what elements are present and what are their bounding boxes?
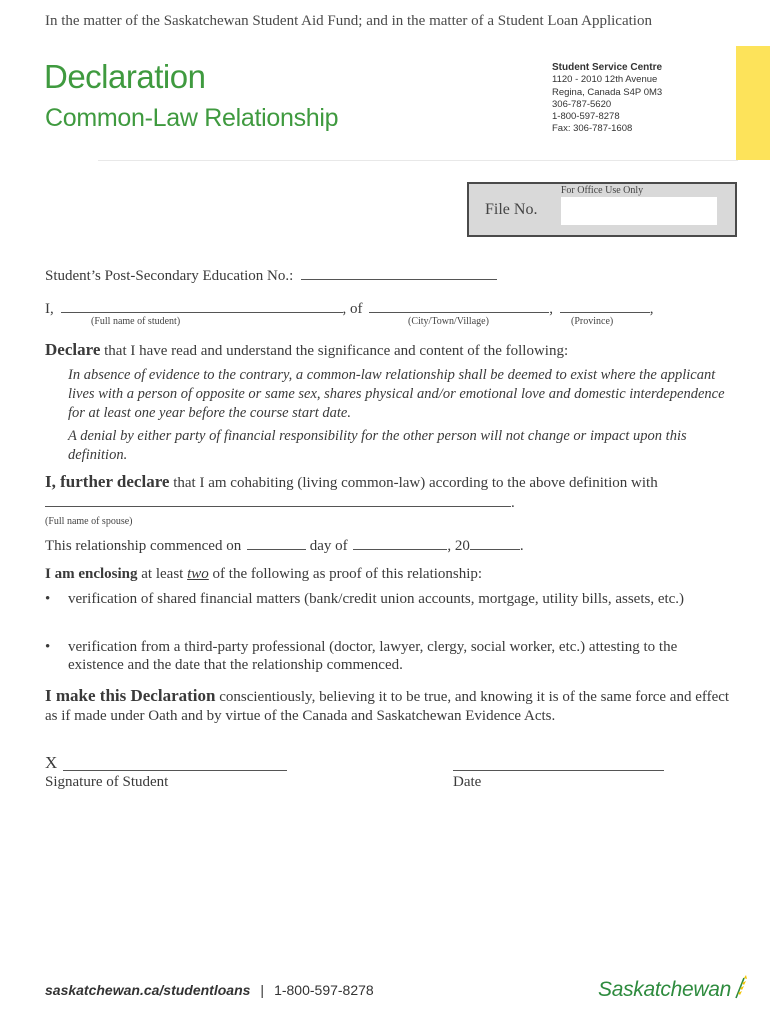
student-identity-row bbox=[45, 298, 654, 318]
commencement-day-field[interactable] bbox=[247, 535, 306, 550]
file-number-field[interactable] bbox=[561, 197, 717, 225]
list-item-text: verification of shared financial matters (bank/credit union accounts, mortgage, utility bills, assets, etc.) bbox=[68, 591, 685, 607]
office-use-box bbox=[467, 182, 737, 237]
saskatchewan-logo bbox=[598, 970, 750, 1002]
further-declare-heading: I, further declare bbox=[45, 472, 170, 491]
declare-statement bbox=[45, 340, 568, 360]
enclosing-text-a: at least bbox=[141, 566, 184, 582]
logo-wordmark: Saskatchewan bbox=[598, 978, 731, 1001]
further-declare-text: that I am cohabiting (living common-law) according to the above definition with bbox=[173, 475, 658, 491]
comma-separator: , bbox=[649, 301, 654, 317]
denial-paragraph: A denial by either party of financial responsibility for the other person will not change or impact upon this definition. bbox=[68, 428, 687, 463]
education-number-label: Student’s Post-Secondary Education No.: bbox=[45, 268, 294, 284]
student-name-field[interactable] bbox=[61, 298, 343, 313]
footer bbox=[45, 982, 374, 998]
spouse-name-caption: (Full name of spouse) bbox=[45, 516, 133, 527]
day-of-label: day of bbox=[309, 538, 348, 554]
page-title: Declaration bbox=[44, 58, 206, 95]
enclosing-statement bbox=[45, 566, 482, 583]
commencement-row bbox=[45, 535, 524, 555]
declaration-statement bbox=[45, 686, 740, 726]
of-label: , of bbox=[342, 301, 363, 317]
declaration-heading: I make this Declaration bbox=[45, 686, 216, 705]
list-item bbox=[45, 590, 735, 608]
period: . bbox=[519, 538, 524, 554]
footer-separator: | bbox=[260, 982, 265, 998]
commencement-month-field[interactable] bbox=[353, 535, 447, 550]
education-number-row bbox=[45, 265, 497, 285]
declare-heading: Declare bbox=[45, 340, 101, 359]
centre-address-line1: 1120 - 2010 12th Avenue bbox=[552, 74, 658, 86]
enclosing-text-b: of the following as proof of this relationship: bbox=[212, 566, 483, 582]
list-item bbox=[45, 638, 735, 674]
signature-x-mark: X bbox=[45, 753, 58, 772]
declaration-text: conscientiously, believing it to be true, and knowing it is of the same force and effect as if made under Oath and by virtue of the Canada and Saskatchewan Evidence Acts. bbox=[45, 689, 730, 724]
footer-phone: 1-800-597-8278 bbox=[274, 982, 374, 998]
student-name-caption: (Full name of student) bbox=[91, 316, 181, 327]
declare-text: that I have read and understand the significance and content of the following: bbox=[104, 343, 569, 359]
spouse-name-row bbox=[45, 492, 515, 512]
period: . bbox=[511, 495, 515, 511]
signature-field[interactable] bbox=[63, 770, 287, 771]
date-field[interactable] bbox=[453, 770, 664, 771]
matter-heading: In the matter of the Saskatchewan Student Aid Fund; and in the matter of a Student Loan Application bbox=[45, 13, 652, 29]
centre-phone: 306-787-5620 bbox=[552, 98, 612, 110]
spouse-name-field[interactable] bbox=[45, 492, 511, 507]
list-item-text: verification from a third-party professional (doctor, lawyer, clergy, social worker, etc.) attesting to the existence and the date that the relationship commenced. bbox=[68, 639, 678, 673]
footer-url[interactable]: saskatchewan.ca/studentloans bbox=[45, 982, 251, 998]
file-number-label: File No. bbox=[485, 201, 538, 218]
enclosing-two: two bbox=[187, 566, 209, 582]
wheat-sheaf-icon bbox=[734, 974, 750, 1000]
centre-fax: Fax: 306-787-1608 bbox=[552, 123, 633, 135]
province-field[interactable] bbox=[560, 298, 650, 313]
city-field[interactable] bbox=[369, 298, 549, 313]
service-centre-address bbox=[552, 62, 662, 136]
commencement-year-field[interactable] bbox=[470, 535, 520, 550]
city-caption: (City/Town/Village) bbox=[408, 316, 489, 327]
signature-label: Signature of Student bbox=[45, 774, 169, 790]
header-divider bbox=[98, 160, 738, 161]
date-label: Date bbox=[453, 774, 482, 790]
commenced-label: This relationship commenced on bbox=[45, 538, 242, 554]
comma-separator: , bbox=[549, 301, 553, 317]
further-declare-statement bbox=[45, 472, 658, 492]
year-prefix: , 20 bbox=[447, 538, 470, 554]
centre-name: Student Service Centre bbox=[552, 62, 663, 73]
enclosing-heading: I am enclosing bbox=[45, 566, 138, 582]
education-number-field[interactable] bbox=[301, 265, 497, 280]
definition-paragraph: In absence of evidence to the contrary, a common-law relationship shall be deemed to exist where the applicant lives with a person of opposite or same sex, shares physical and/or emotional love and domestic interdependence for at least one year before the course start date. bbox=[68, 367, 725, 421]
page-subtitle: Common-Law Relationship bbox=[45, 104, 339, 132]
centre-tollfree: 1-800-597-8278 bbox=[552, 111, 620, 123]
office-use-label: For Office Use Only bbox=[560, 185, 644, 196]
i-label: I, bbox=[45, 301, 54, 317]
province-caption: (Province) bbox=[571, 316, 614, 327]
bullet-icon: • bbox=[45, 639, 51, 655]
bullet-icon: • bbox=[45, 591, 51, 607]
centre-address-line2: Regina, Canada S4P 0M3 bbox=[552, 86, 663, 98]
accent-tab bbox=[736, 46, 770, 160]
